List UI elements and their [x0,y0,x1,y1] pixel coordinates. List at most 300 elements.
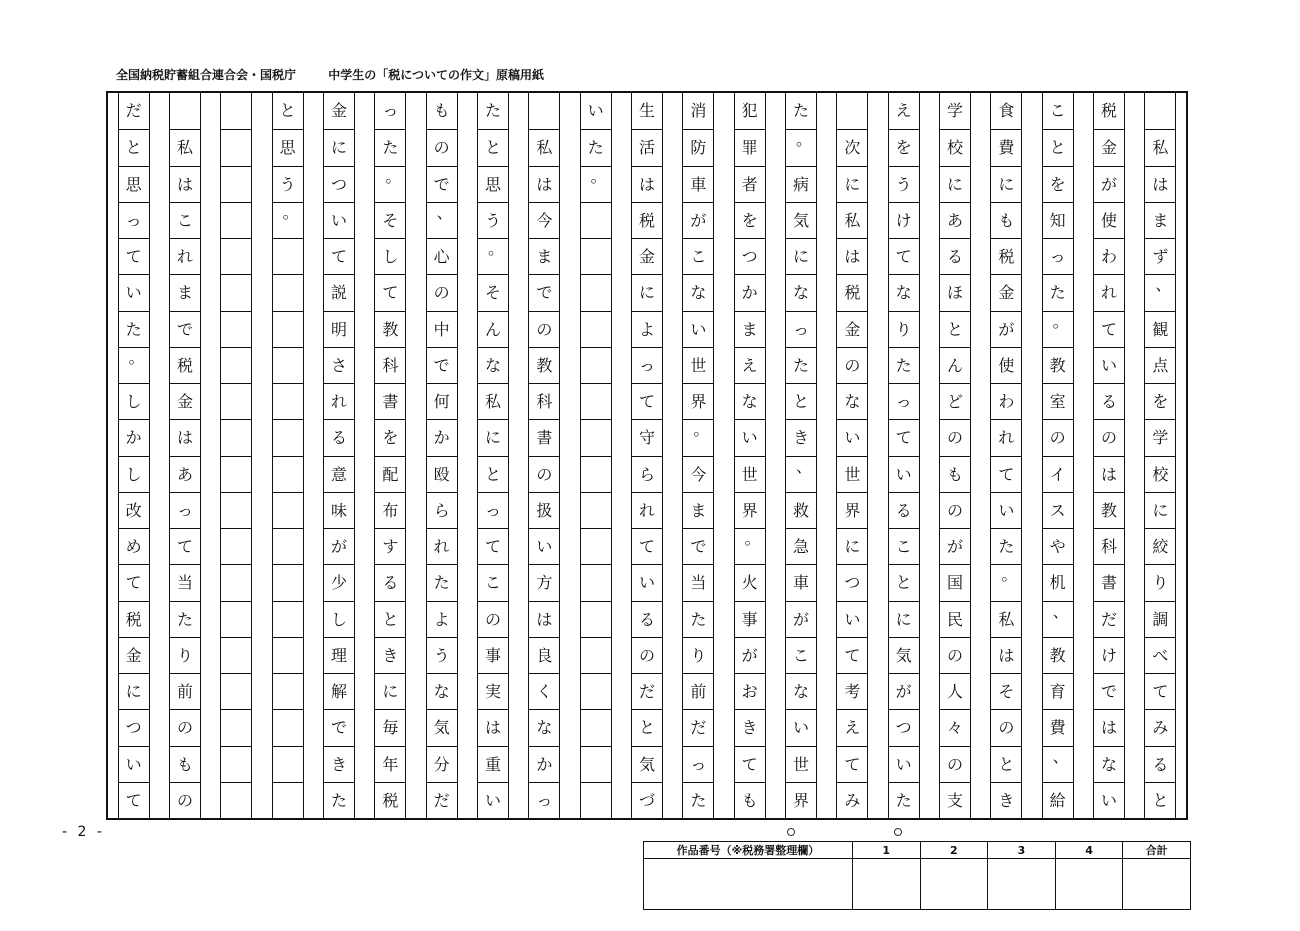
manuscript-cell: っ [786,311,816,348]
manuscript-cell [581,564,611,601]
manuscript-cell: 界 [735,492,765,529]
manuscript-cell: 々 [940,709,970,746]
manuscript-cell: し [375,238,405,275]
manuscript-cell: が [1094,166,1124,203]
manuscript-cell: か [735,274,765,311]
manuscript-cell [273,383,303,420]
manuscript-cell: ん [940,347,970,384]
manuscript-cell: 世 [837,456,867,493]
manuscript-column [1144,93,1176,818]
score-header-1: 1 [852,842,920,859]
manuscript-column [477,93,509,818]
manuscript-cell: れ [991,419,1021,456]
score-header-3: 3 [988,842,1056,859]
manuscript-cell [581,347,611,384]
manuscript-cell [581,528,611,565]
manuscript-cell [581,673,611,710]
manuscript-cell: た [484,101,501,120]
manuscript-cell: ど [940,383,970,420]
manuscript-cell: こ [889,528,919,565]
manuscript-cell: 教 [1043,347,1073,384]
manuscript-cell: 思 [478,166,508,203]
manuscript-cell [221,383,251,420]
manuscript-cell: 民 [940,601,970,638]
manuscript-cell: 育 [1043,673,1073,710]
manuscript-cell: 。 [273,202,303,238]
manuscript-cell [221,129,251,166]
manuscript-cell: 。 [119,347,149,383]
manuscript-cell: な [529,709,559,746]
manuscript-cell: っ [382,101,399,120]
manuscript-cell: は [170,166,200,203]
manuscript-cell: 解 [324,673,354,710]
manuscript-cell [221,528,251,565]
manuscript-cell: 少 [324,564,354,601]
manuscript-cell: は [529,601,559,638]
manuscript-column [272,93,304,818]
manuscript-cell: 。 [786,129,816,165]
manuscript-cell: 金 [330,101,347,120]
manuscript-cell: 活 [632,129,662,166]
manuscript-cell: 味 [324,492,354,529]
manuscript-cell: 金 [119,637,149,674]
manuscript-cell [581,419,611,456]
manuscript-cell: 界 [786,782,816,819]
manuscript-cell: 金 [837,311,867,348]
manuscript-cell: 界 [837,492,867,529]
manuscript-cell: 思 [119,166,149,203]
manuscript-grid [106,91,1188,820]
manuscript-cell: っ [889,383,919,420]
score-cell-3[interactable] [988,859,1056,910]
manuscript-cell: き [735,709,765,746]
manuscript-cell: い [119,274,149,311]
manuscript-cell: 税 [632,202,662,239]
manuscript-cell: 調 [1145,601,1175,638]
manuscript-cell: 火 [735,564,765,601]
manuscript-cell [221,564,251,601]
manuscript-cell: う [889,166,919,203]
manuscript-cell: は [632,166,662,203]
binding-mark [787,828,795,836]
manuscript-cell: 校 [940,129,970,166]
manuscript-cell: て [837,746,867,783]
manuscript-cell: 教 [375,311,405,348]
manuscript-cell: え [895,101,912,120]
manuscript-cell: て [889,238,919,275]
manuscript-column [528,93,560,818]
manuscript-cell: 改 [119,492,149,529]
manuscript-cell: と [478,129,508,166]
manuscript-cell: に [375,673,405,710]
manuscript-cell [273,274,303,311]
manuscript-cell: 学 [946,101,963,120]
manuscript-cell: を [375,419,405,456]
score-cell-4[interactable] [1055,859,1123,910]
manuscript-cell [273,528,303,565]
manuscript-cell: こ [478,564,508,601]
manuscript-cell: 税 [1100,101,1117,120]
manuscript-cell: と [632,709,662,746]
manuscript-cell [221,347,251,384]
manuscript-column [939,93,971,818]
manuscript-column [580,93,612,818]
manuscript-cell: ま [1145,202,1175,239]
manuscript-cell: 、 [1043,601,1073,637]
manuscript-cell: 費 [1043,709,1073,746]
manuscript-cell: っ [119,202,149,239]
manuscript-cell: っ [683,746,713,783]
manuscript-cell [1145,93,1175,129]
manuscript-cell: す [375,528,405,565]
manuscript-cell: ま [529,238,559,275]
manuscript-cell: 心 [427,238,457,275]
manuscript-cell: イ [1043,456,1073,493]
manuscript-cell: る [324,419,354,456]
manuscript-cell: 私 [837,202,867,239]
manuscript-column [118,93,150,818]
manuscript-cell: は [837,238,867,275]
manuscript-cell: だ [683,709,713,746]
score-cell-1[interactable] [852,859,920,910]
manuscript-cell: を [735,202,765,239]
manuscript-cell: り [683,637,713,674]
manuscript-cell: は [1094,709,1124,746]
manuscript-cell: 学 [1145,419,1175,456]
manuscript-cell: 事 [478,637,508,674]
manuscript-cell: 良 [529,637,559,674]
manuscript-cell [581,274,611,311]
manuscript-cell: き [375,637,405,674]
manuscript-cell: い [889,456,919,493]
manuscript-cell: か [119,419,149,456]
manuscript-column [836,93,868,818]
page-number: - 2 - [62,824,105,840]
score-cell-id[interactable] [644,859,853,910]
manuscript-cell: る [889,492,919,529]
manuscript-cell: 点 [1145,347,1175,384]
manuscript-cell: 方 [529,564,559,601]
manuscript-cell: 科 [529,383,559,420]
manuscript-column [682,93,714,818]
score-header-id: 作品番号（※税務署整理欄） [644,842,853,859]
manuscript-cell: え [735,347,765,384]
manuscript-cell [581,782,611,819]
manuscript-cell: 実 [478,673,508,710]
manuscript-cell: 当 [170,564,200,601]
manuscript-column [734,93,766,818]
manuscript-cell: 説 [324,274,354,311]
manuscript-cell: 金 [632,238,662,275]
manuscript-cell: の [170,709,200,746]
manuscript-column [220,93,252,818]
manuscript-cell: の [170,782,200,819]
manuscript-cell: 当 [683,564,713,601]
manuscript-cell: 前 [683,673,713,710]
manuscript-cell: の [940,419,970,456]
manuscript-cell: れ [170,238,200,275]
manuscript-cell: そ [991,673,1021,710]
manuscript-cell: に [991,166,1021,203]
manuscript-cell: こ [1049,101,1066,120]
manuscript-cell: 防 [683,129,713,166]
manuscript-cell: だ [632,673,662,710]
manuscript-cell: て [889,419,919,456]
manuscript-cell: 消 [690,101,707,120]
manuscript-cell: い [324,202,354,239]
manuscript-cell: さ [324,347,354,384]
manuscript-cell: つ [889,709,919,746]
manuscript-cell: ず [1145,238,1175,275]
manuscript-cell: 絞 [1145,528,1175,565]
manuscript-cell: し [119,456,149,493]
manuscript-cell [529,93,559,129]
manuscript-cell: な [683,274,713,311]
manuscript-cell [273,673,303,710]
manuscript-cell: れ [1094,274,1124,311]
manuscript-column [374,93,406,818]
manuscript-cell: 次 [837,129,867,166]
manuscript-cell: で [1094,673,1124,710]
manuscript-cell: と [1043,129,1073,166]
manuscript-cell: 急 [786,528,816,565]
manuscript-cell: と [786,383,816,420]
manuscript-cell: 、 [1043,746,1073,782]
manuscript-cell [221,746,251,783]
manuscript-cell: い [632,564,662,601]
manuscript-cell: よ [632,311,662,348]
manuscript-cell: 私 [478,383,508,420]
manuscript-cell [581,492,611,529]
manuscript-cell: 税 [170,347,200,384]
manuscript-cell: 。 [375,166,405,202]
manuscript-cell: ま [683,492,713,529]
manuscript-cell: て [735,746,765,783]
manuscript-cell: く [529,673,559,710]
manuscript-cell: 使 [1094,202,1124,239]
manuscript-cell: の [940,746,970,783]
manuscript-cell: か [529,746,559,783]
manuscript-cell: そ [375,202,405,239]
manuscript-cell: ほ [940,274,970,311]
manuscript-cell: に [786,238,816,275]
manuscript-cell: 。 [478,238,508,274]
manuscript-cell: し [119,383,149,420]
manuscript-cell: っ [529,782,559,819]
manuscript-cell: が [683,202,713,239]
manuscript-cell: に [837,166,867,203]
score-cell-2[interactable] [920,859,988,910]
manuscript-cell: れ [324,383,354,420]
manuscript-cell: 金 [170,383,200,420]
manuscript-cell: 私 [170,129,200,166]
manuscript-cell: て [1145,673,1175,710]
manuscript-cell: な [786,673,816,710]
manuscript-cell [221,709,251,746]
manuscript-cell: な [1094,746,1124,783]
manuscript-cell: っ [170,492,200,529]
manuscript-cell: で [324,709,354,746]
manuscript-cell: と [889,564,919,601]
manuscript-cell: づ [632,782,662,819]
manuscript-cell: い [1094,782,1124,819]
manuscript-cell: っ [1043,238,1073,275]
manuscript-cell: 私 [1145,129,1175,166]
manuscript-cell [273,456,303,493]
manuscript-cell [221,637,251,674]
manuscript-cell: て [119,564,149,601]
manuscript-column [990,93,1022,818]
manuscript-cell [170,93,200,129]
manuscript-cell: る [632,601,662,638]
manuscript-cell: の [529,311,559,348]
score-cell-total[interactable] [1123,859,1191,910]
manuscript-cell [581,238,611,275]
manuscript-cell: は [991,637,1021,674]
manuscript-cell: た [427,564,457,601]
manuscript-cell: 守 [632,419,662,456]
binding-mark [894,828,902,836]
manuscript-cell: き [786,419,816,456]
manuscript-cell: こ [786,637,816,674]
manuscript-cell: た [170,601,200,638]
manuscript-cell: に [478,419,508,456]
manuscript-cell: を [889,129,919,166]
manuscript-cell: 今 [529,202,559,239]
manuscript-cell: 食 [998,101,1015,120]
manuscript-column [785,93,817,818]
manuscript-cell: と [375,601,405,638]
manuscript-cell: う [427,637,457,674]
manuscript-cell [273,637,303,674]
manuscript-cell: い [683,311,713,348]
manuscript-cell: 机 [1043,564,1073,601]
manuscript-cell: 知 [1043,202,1073,239]
manuscript-cell [273,782,303,819]
manuscript-cell [273,564,303,601]
manuscript-cell: 人 [940,673,970,710]
manuscript-cell [273,601,303,638]
manuscript-cell: 重 [478,746,508,783]
manuscript-cell: あ [940,202,970,239]
organization-name: 全国納税貯蓄組合連合会・国税庁 [116,68,297,82]
manuscript-cell: り [889,311,919,348]
manuscript-cell: を [1043,166,1073,203]
manuscript-cell: と [478,456,508,493]
manuscript-cell: 税 [837,274,867,311]
manuscript-cell: の [940,637,970,674]
manuscript-cell: 支 [940,782,970,819]
manuscript-cell: 何 [427,383,457,420]
manuscript-cell: て [991,456,1021,493]
manuscript-cell: い [735,419,765,456]
manuscript-cell: は [478,709,508,746]
manuscript-cell [581,709,611,746]
manuscript-cell: 車 [786,564,816,601]
manuscript-cell: た [991,528,1021,565]
manuscript-cell: 界 [683,383,713,420]
manuscript-cell: た [324,782,354,819]
manuscript-cell: る [1145,746,1175,783]
manuscript-cell: つ [837,564,867,601]
manuscript-cell: 罪 [735,129,765,166]
manuscript-cell: に [1145,492,1175,529]
manuscript-cell: つ [324,166,354,203]
manuscript-cell: に [632,274,662,311]
manuscript-cell: ら [632,456,662,493]
manuscript-cell: け [889,202,919,239]
manuscript-cell: の [940,492,970,529]
manuscript-cell: 書 [375,383,405,420]
manuscript-cell: べ [1145,637,1175,674]
manuscript-cell: た [786,347,816,384]
manuscript-cell: は [170,419,200,456]
manuscript-cell: に [119,673,149,710]
manuscript-cell: て [324,238,354,275]
manuscript-cell: の [991,709,1021,746]
manuscript-cell: い [991,492,1021,529]
manuscript-cell: い [1094,347,1124,384]
manuscript-cell: 室 [1043,383,1073,420]
manuscript-cell: が [991,311,1021,348]
manuscript-cell: に [940,166,970,203]
manuscript-cell: わ [991,383,1021,420]
manuscript-cell [581,746,611,783]
manuscript-cell: 考 [837,673,867,710]
manuscript-cell: い [786,709,816,746]
manuscript-cell: よ [427,601,457,638]
manuscript-cell: も [735,782,765,819]
manuscript-cell: 使 [991,347,1021,384]
manuscript-cell: 救 [786,492,816,529]
manuscript-cell: い [889,746,919,783]
manuscript-cell: き [324,746,354,783]
manuscript-cell: 書 [529,419,559,456]
manuscript-cell: 国 [940,564,970,601]
manuscript-cell: た [119,311,149,348]
manuscript-cell [581,202,611,239]
manuscript-cell: も [940,456,970,493]
manuscript-cell: 気 [632,746,662,783]
manuscript-cell [273,419,303,456]
manuscript-cell: も [170,746,200,783]
manuscript-cell: て [478,528,508,565]
manuscript-cell: 病 [786,166,816,203]
manuscript-cell: 事 [735,601,765,638]
manuscript-cell: 配 [375,456,405,493]
manuscript-cell: の [427,129,457,166]
manuscript-cell: 。 [581,166,611,202]
manuscript-cell: 扱 [529,492,559,529]
manuscript-cell: っ [632,347,662,384]
manuscript-cell: あ [170,456,200,493]
manuscript-cell: る [940,238,970,275]
manuscript-cell: の [632,637,662,674]
manuscript-column [1042,93,1074,818]
manuscript-cell: け [1094,637,1124,674]
manuscript-cell: だ [125,101,142,120]
manuscript-cell: だ [427,782,457,819]
manuscript-cell: 世 [735,456,765,493]
manuscript-cell: る [1094,383,1124,420]
manuscript-cell [221,93,251,129]
manuscript-cell: 税 [991,238,1021,275]
manuscript-cell: き [991,782,1021,819]
manuscript-cell: っ [478,492,508,529]
manuscript-cell: れ [632,492,662,529]
manuscript-cell: が [786,601,816,638]
form-title: 中学生の「税についての作文」原稿用紙 [328,68,544,82]
